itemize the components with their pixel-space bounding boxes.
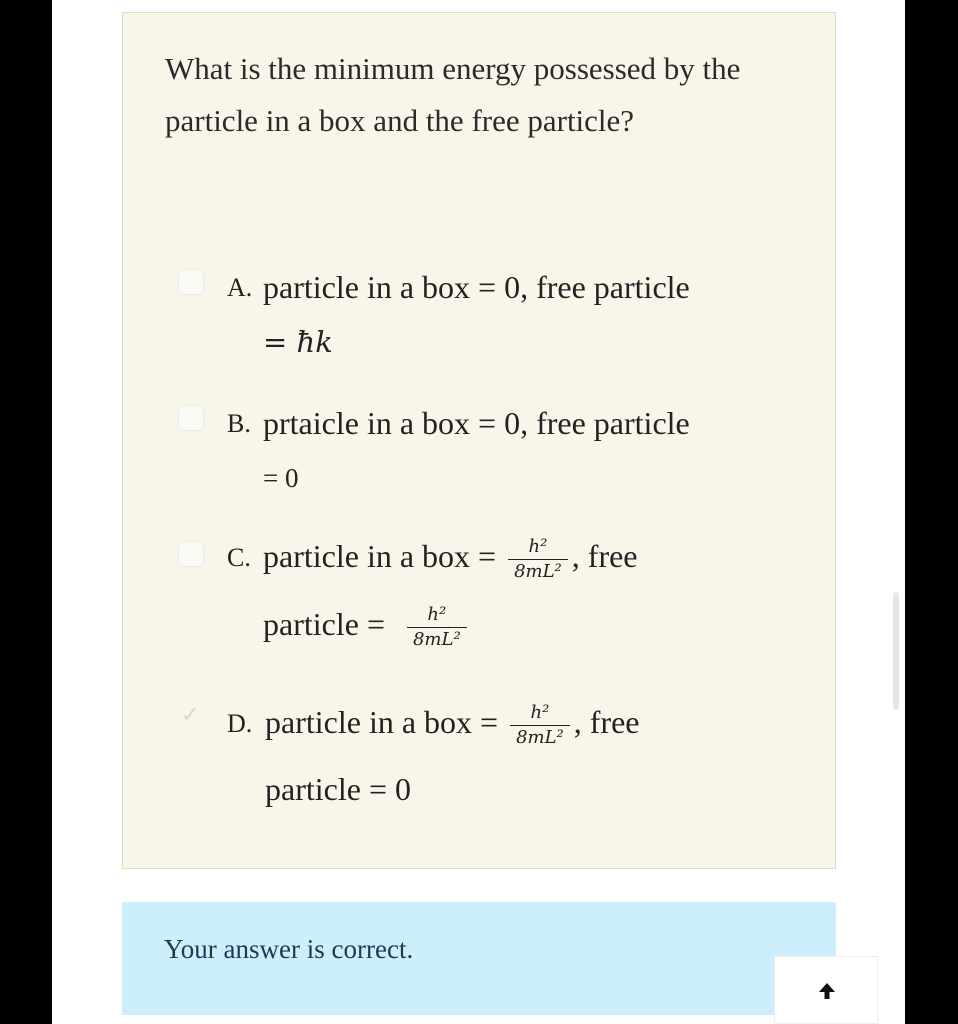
fraction-numerator: h²	[407, 603, 467, 628]
fraction-denominator: 8mL²	[516, 727, 564, 748]
option-a[interactable]	[123, 263, 837, 373]
check-icon: ✓	[181, 703, 200, 728]
option-c-line2	[263, 603, 471, 652]
arrow-up-icon	[817, 981, 837, 1001]
option-b-line2: = 0	[263, 463, 299, 493]
fraction-denominator: 8mL²	[514, 561, 562, 582]
feedback-banner	[122, 902, 836, 1015]
option-c-line2-prefix: particle =	[263, 605, 385, 642]
option-c-line1-prefix: particle in a box =	[263, 537, 497, 574]
option-d-line2: particle = 0	[265, 771, 411, 807]
option-c-line1	[263, 535, 638, 584]
option-c-fraction-2	[407, 603, 467, 652]
quiz-page	[52, 0, 905, 1024]
scroll-to-top-button[interactable]	[774, 956, 878, 1024]
option-c-letter: C.	[227, 543, 251, 572]
option-b-letter: B.	[227, 409, 251, 438]
option-c-fraction-1	[508, 535, 568, 584]
question-text: What is the minimum energy possessed by the particle in a box and the free particle?	[165, 51, 741, 138]
scrollbar-thumb[interactable]	[893, 592, 899, 710]
option-b-line1: prtaicle in a box = 0, free particle	[263, 405, 690, 441]
option-d-letter: D.	[227, 709, 253, 738]
option-a-checkbox[interactable]	[178, 269, 204, 295]
option-c[interactable]	[123, 531, 837, 681]
fraction-numerator: h²	[508, 535, 568, 560]
option-a-line2: = ħk	[263, 325, 333, 359]
option-d-line1-prefix: particle in a box =	[265, 703, 499, 740]
option-c-line1-suffix: , free	[571, 537, 638, 574]
option-a-letter: A.	[227, 273, 253, 302]
option-d-line1	[265, 701, 640, 750]
fraction-denominator: 8mL²	[412, 629, 461, 650]
feedback-text: Your answer is correct.	[164, 934, 414, 964]
option-d-line1-suffix: , free	[573, 703, 640, 740]
option-a-line1: particle in a box = 0, free particle	[263, 269, 690, 305]
question-card	[122, 12, 836, 869]
option-c-checkbox[interactable]	[178, 541, 204, 567]
option-d[interactable]	[123, 697, 837, 827]
option-d-fraction	[510, 701, 570, 750]
option-b[interactable]	[123, 399, 837, 509]
fraction-numerator: h²	[510, 701, 570, 726]
option-b-checkbox[interactable]	[178, 405, 204, 431]
